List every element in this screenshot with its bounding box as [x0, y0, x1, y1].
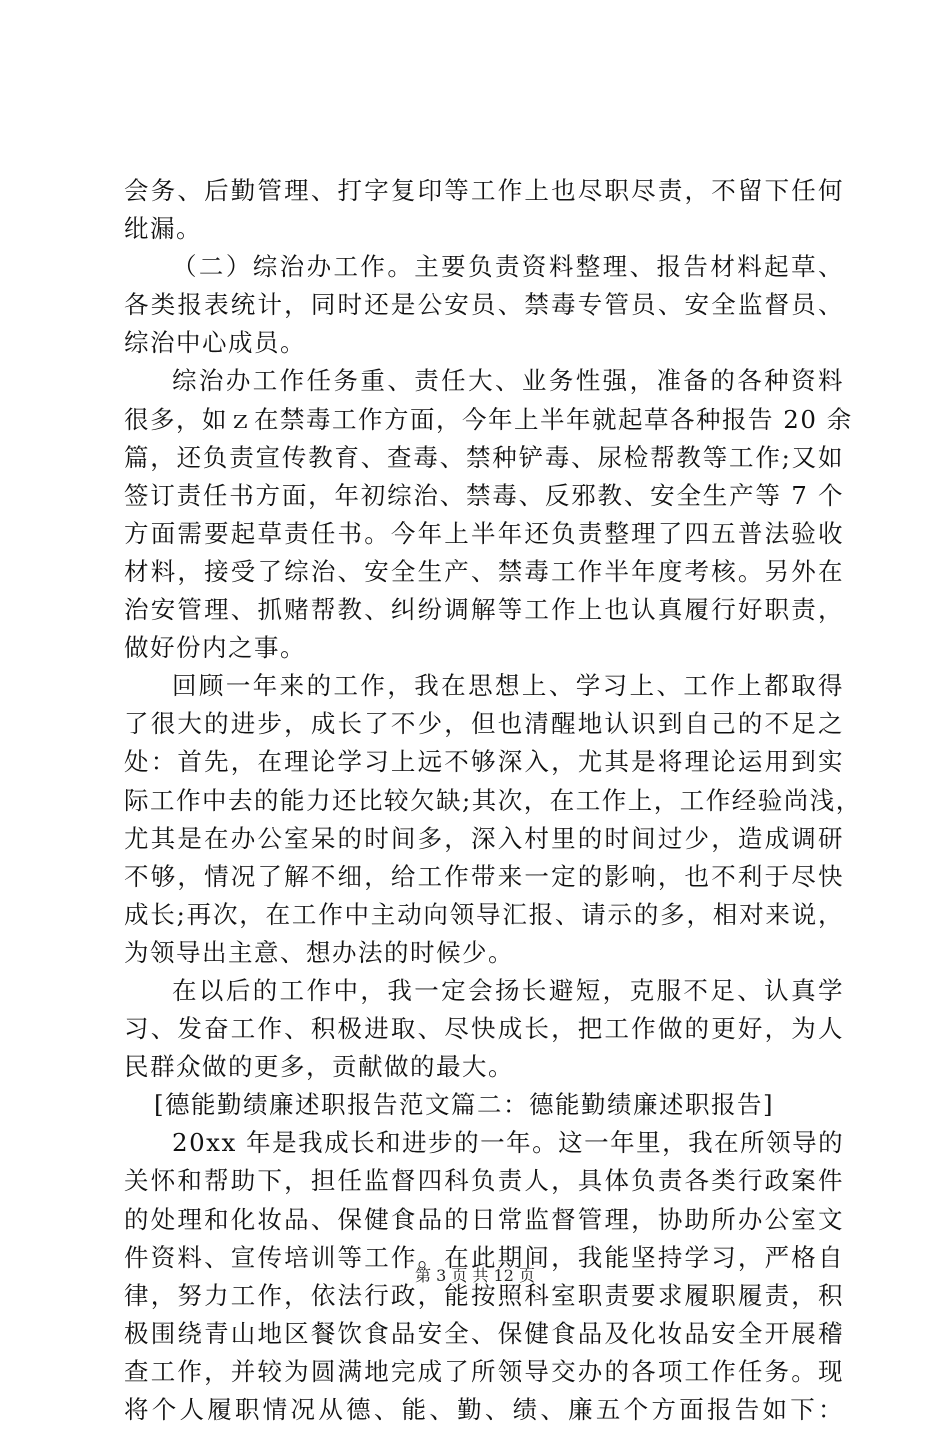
text-line: 篇，还负责宣传教育、查毒、禁种铲毒、尿检帮教等工作;又如 — [124, 442, 844, 472]
text-line: 回顾一年来的工作，我在思想上、学习上、工作上都取得 — [172, 671, 844, 701]
document-body — [124, 172, 862, 1429]
text-line: 综治中心成员。 — [124, 328, 306, 358]
text-line: 关怀和帮助下，担任监督四科负责人，具体负责各类行政案件 — [124, 1166, 844, 1196]
text-line: 件资料、宣传培训等工作。在此期间，我能坚持学习，严格自 — [124, 1242, 844, 1272]
text-line: 综治办工作任务重、责任大、业务性强，准备的各种资料 — [172, 366, 844, 396]
text-line: 处：首先，在理论学习上远不够深入，尤其是将理论运用到实 — [124, 747, 844, 777]
text-line: 律，努力工作，依法行政，能按照科室职责要求履职履责，积 — [124, 1280, 844, 1310]
text-line: 的处理和化妆品、保健食品的日常监督管理，协助所办公室文 — [124, 1204, 844, 1234]
text-line: 为领导出主意、想办法的时候少。 — [124, 937, 514, 967]
text-line: 纰漏。 — [124, 214, 202, 244]
text-line: 治安管理、抓赌帮教、纠纷调解等工作上也认真履行好职责， — [124, 595, 844, 625]
text-line: 很多，如ｚ在禁毒工作方面，今年上半年就起草各种报告 20 余 — [124, 404, 853, 434]
text-line: 在以后的工作中，我一定会扬长避短，克服不足、认真学 — [172, 975, 844, 1005]
page-number: 第 3 页 共 12 页 — [415, 1266, 535, 1285]
text-line: （二）综治办工作。主要负责资料整理、报告材料起草、 — [172, 252, 844, 282]
text-line: 极围绕青山地区餐饮食品安全、保健食品及化妆品安全开展稽 — [124, 1318, 844, 1348]
text-line: 了很大的进步，成长了不少，但也清醒地认识到自己的不足之 — [124, 709, 844, 739]
text-line: 查工作，并较为圆满地完成了所领导交办的各项工作任务。现 — [124, 1356, 844, 1386]
text-line: 习、发奋工作、积极进取、尽快成长，把工作做的更好，为人 — [124, 1014, 844, 1044]
text-line: 尤其是在办公室呆的时间多，深入村里的时间过少，造成调研 — [124, 823, 844, 853]
text-line: 方面需要起草责任书。今年上半年还负责整理了四五普法验收 — [124, 518, 844, 548]
text-line: 20xx 年是我成长和进步的一年。这一年里，我在所领导的 — [172, 1128, 845, 1158]
text-line: 将个人履职情况从德、能、勤、绩、廉五个方面报告如下： — [124, 1395, 844, 1424]
text-line: 不够，情况了解不细，给工作带来一定的影响，也不利于尽快 — [124, 861, 844, 891]
text-line: 民群众做的更多，贡献做的最大。 — [124, 1052, 514, 1082]
text-line: 各类报表统计，同时还是公安员、禁毒专管员、安全监督员、 — [124, 290, 844, 320]
text-line: 签订责任书方面，年初综治、禁毒、反邪教、安全生产等 7 个 — [124, 480, 844, 510]
section-heading: [德能勤绩廉述职报告范文篇二：德能勤绩廉述职报告] — [154, 1090, 775, 1120]
text-line: 会务、后勤管理、打字复印等工作上也尽职尽责，不留下任何 — [124, 176, 844, 205]
text-line: 材料，接受了综治、安全生产、禁毒工作半年度考核。另外在 — [124, 556, 844, 586]
text-line: 成长;再次，在工作中主动向领导汇报、请示的多，相对来说， — [124, 899, 844, 929]
text-line: 际工作中去的能力还比较欠缺;其次，在工作上，工作经验尚浅， — [124, 785, 862, 815]
text-line: 做好份内之事。 — [124, 633, 306, 663]
